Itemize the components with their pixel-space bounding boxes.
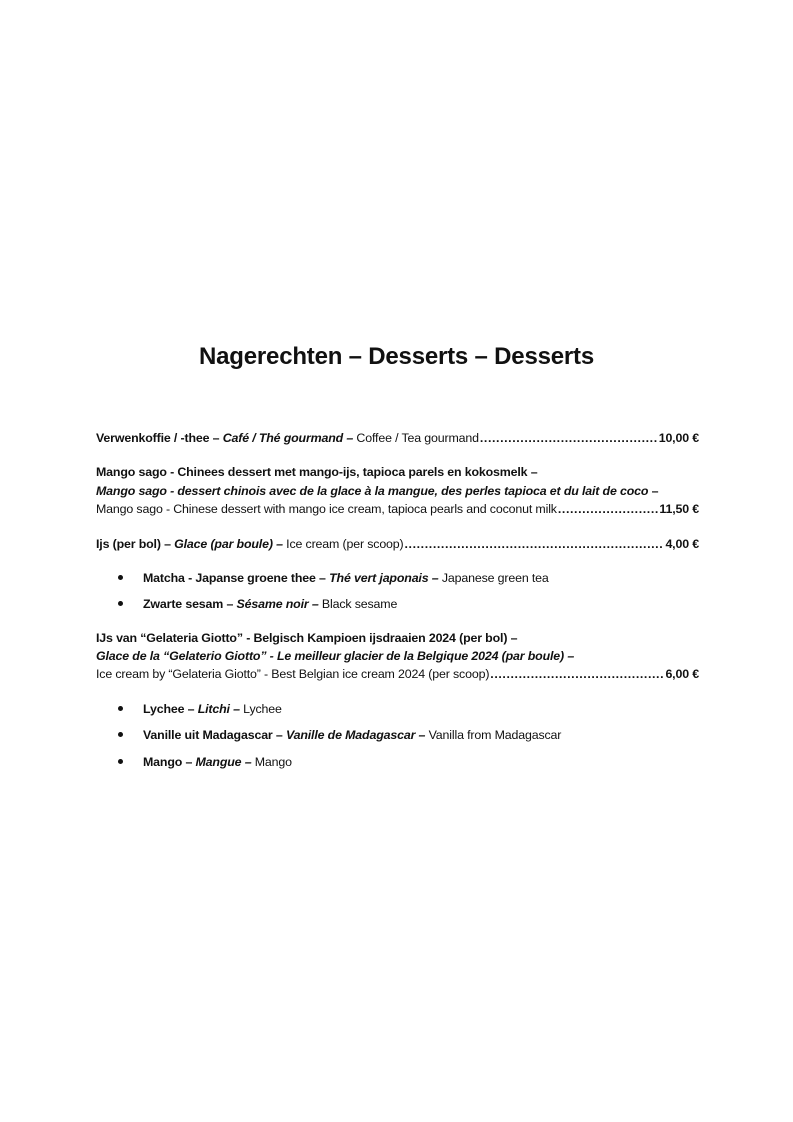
menu-item-coffee-tea-gourmand [96, 429, 699, 447]
bullet-icon [118, 726, 123, 744]
item-name-fr: Mango sago - dessert chinois avec de la glace à la mangue, des perles tapioca et du lait de coco [96, 484, 649, 498]
flavour-nl: Lychee – [143, 702, 195, 716]
flavour-item [143, 595, 397, 613]
flavour-item [143, 700, 282, 718]
item-name-fr: Café / Thé gourmand – [222, 431, 354, 445]
menu-item-gelateria-giotto [96, 665, 699, 683]
item-name-nl: Ijs (per bol) – [96, 537, 171, 551]
item-name-nl: Mango sago - Chinees dessert met mango-ijs, tapioca parels en kokosmelk – [96, 465, 538, 479]
item-price: 6,00 € [665, 667, 699, 681]
flavour-fr: Mangue – [195, 755, 252, 769]
flavour-en: Japanese green tea [441, 571, 549, 585]
menu-item-ice-cream [96, 535, 699, 553]
bullet-icon [118, 700, 123, 718]
flavour-fr: Sésame noir – [236, 597, 319, 611]
flavour-en: Vanilla from Madagascar [428, 728, 562, 742]
bullet-icon [118, 569, 123, 587]
item-name-nl: Verwenkoffie / -thee – [96, 431, 220, 445]
flavour-fr: Thé vert japonais – [329, 571, 439, 585]
flavour-nl: Mango – [143, 755, 193, 769]
flavour-en: Black sesame [321, 597, 398, 611]
bullet-icon [118, 595, 123, 613]
flavour-item [143, 726, 561, 744]
item-name-fr: Glace de la “Gelaterio Giotto” - Le meilleur glacier de la Belgique 2024 (par boule) – [96, 649, 575, 663]
flavour-fr: Vanille de Madagascar – [285, 728, 426, 742]
item-name-fr: Glace (par boule) – [174, 537, 283, 551]
item-name-en: Coffee / Tea gourmand [356, 431, 479, 445]
item-price: 11,50 € [659, 502, 699, 516]
dot-leader [480, 429, 658, 447]
item-name-en: Mango sago - Chinese dessert with mango ice cream, tapioca pearls and coconut milk [96, 502, 557, 516]
dot-leader [490, 665, 664, 683]
flavour-nl: Vanille uit Madagascar – [143, 728, 283, 742]
item-price: 4,00 € [665, 537, 699, 551]
flavour-fr: Litchi – [197, 702, 240, 716]
item-name-nl: IJs van “Gelateria Giotto” - Belgisch Kampioen ijsdraaien 2024 (per bol) – [96, 631, 518, 645]
item-name-en: Ice cream (per scoop) [286, 537, 404, 551]
flavour-en: Lychee [243, 702, 282, 716]
item-price: 10,00 € [658, 431, 699, 445]
flavour-en: Mango [254, 755, 292, 769]
flavour-item [143, 569, 549, 587]
bullet-icon [118, 753, 123, 771]
flavour-nl: Matcha - Japanse groene thee – [143, 571, 326, 585]
dot-leader [405, 535, 665, 553]
flavour-item [143, 753, 292, 771]
page-title: Nagerechten – Desserts – Desserts [199, 343, 594, 370]
dot-leader [558, 500, 659, 518]
item-name-fr-line [96, 482, 658, 500]
item-name-fr-dash: – [651, 484, 659, 498]
menu-item-mango-sago [96, 500, 699, 518]
flavour-nl: Zwarte sesam – [143, 597, 234, 611]
item-name-en: Ice cream by “Gelateria Giotto” - Best Belgian ice cream 2024 (per scoop) [96, 667, 490, 681]
